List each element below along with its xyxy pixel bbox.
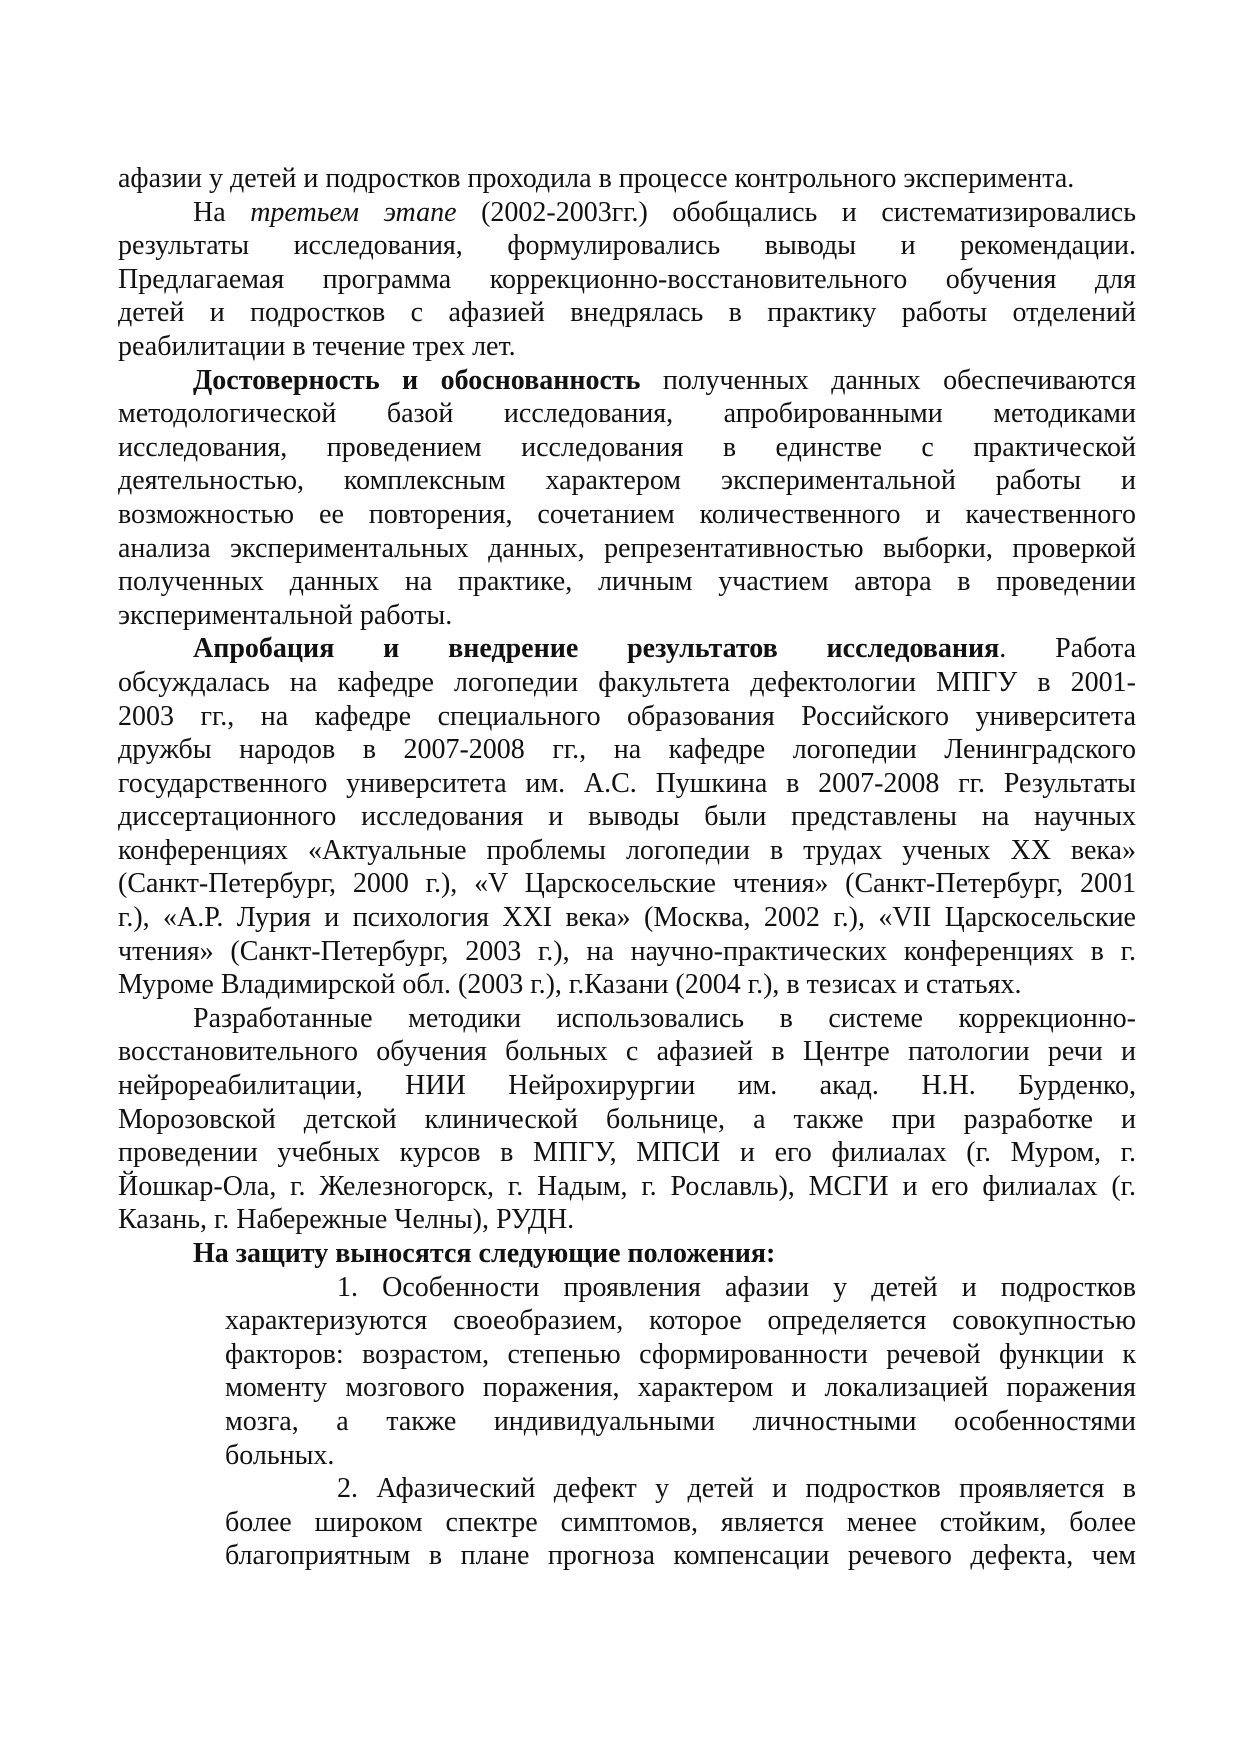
text-line [118, 700, 1136, 734]
text-line [118, 1069, 1136, 1103]
text: проведении учебных курсов в МПГУ, МПСИ и его филиалах (г. Муром, г. [118, 1137, 1136, 1169]
text-line [118, 632, 1136, 666]
text-line [118, 867, 1136, 901]
text: Муроме Владимирской обл. (2003 г.), г.Казани (2004 г.), в тезисах и статьях. [118, 969, 1022, 1001]
text: характеризуются своеобразием, которое определяется совокупностью [225, 1305, 1136, 1337]
text-line [118, 296, 1136, 330]
text: Казань, г. Набережные Челны), РУДН. [118, 1204, 575, 1236]
text-line [225, 1405, 1136, 1439]
text-line [118, 666, 1136, 700]
text-line [118, 196, 1136, 230]
paragraph [118, 632, 1136, 1002]
text-line [118, 1170, 1136, 1204]
paragraph [118, 196, 1136, 364]
text: нейрореабилитации, НИИ Нейрохирургии им. акад. Н.Н. Бурденко, [118, 1070, 1136, 1102]
text-line [118, 229, 1136, 263]
text: возможностью ее повторения, сочетанием количественного и качественного [118, 498, 1136, 530]
text-line [225, 1539, 1136, 1573]
text: реабилитации в течение трех лет. [118, 330, 516, 362]
text: государственного университета им. А.С. Пушкина в 2007-2008 гг. Результаты [118, 767, 1136, 799]
text-line [118, 901, 1136, 935]
text: восстановительного обучения больных с афазией в Центре патологии речи и [118, 1036, 1136, 1068]
text: . Работа [999, 633, 1137, 665]
text: Морозовской детской клинической больнице, а также при разработке и [118, 1103, 1136, 1135]
text: Разработанные методики использовались в системе коррекционно- [193, 1002, 1136, 1034]
list-item [118, 1271, 1136, 1473]
text-line [118, 330, 1136, 364]
text: факторов: возрастом, степенью сформированности речевой функции к [225, 1338, 1136, 1370]
text: конференциях «Актуальные проблемы логопедии в трудах ученых XX века» [118, 834, 1136, 866]
text: г.), «А.Р. Лурия и психология XXI века» (Москва, 2002 г.), «VII Царскосельские [118, 902, 1136, 934]
text-line [118, 565, 1136, 599]
text: диссертационного исследования и выводы были представлены на научных [118, 801, 1136, 833]
italic-text: третьем этапе [250, 196, 457, 228]
text: афазии у детей и подростков проходила в процессе контрольного эксперимента. [118, 163, 1075, 194]
text: анализа экспериментальных данных, репрезентативностью выборки, проверкой [118, 532, 1136, 564]
text: методологической базой исследования, апробированными методиками [118, 398, 1136, 430]
text-line [225, 1472, 1136, 1506]
text: обсуждалась на кафедре логопедии факультета дефектологии МПГУ в 2001- [118, 666, 1136, 698]
document-page [118, 162, 1136, 1573]
text-line [118, 968, 1136, 1002]
text-line [118, 1035, 1136, 1069]
text-line [118, 532, 1136, 566]
text: дружбы народов в 2007-2008 гг., на кафедре логопедии Ленинградского [118, 734, 1136, 766]
text: детей и подростков с афазией внедрялась в практику работы отделений [118, 297, 1136, 329]
text-line [225, 1271, 1136, 1305]
text-line [118, 1002, 1136, 1036]
text: экспериментальной работы. [118, 599, 453, 631]
text: деятельностью, комплексным характером экспериментальной работы и [118, 465, 1136, 497]
paragraph [118, 162, 1136, 196]
text-line [118, 364, 1136, 398]
text: благоприятным в плане прогноза компенсации речевого дефекта, чем [225, 1540, 1136, 1572]
list-item [118, 1472, 1136, 1573]
text-line [118, 1103, 1136, 1137]
text-line [225, 1338, 1136, 1372]
text-line [225, 1506, 1136, 1540]
paragraph [118, 364, 1136, 633]
text: Предлагаемая программа коррекционно-восстановительного обучения для [118, 263, 1136, 295]
text-line [118, 599, 1136, 633]
text-line [118, 162, 1136, 196]
text-line [118, 1136, 1136, 1170]
text-line [118, 1237, 1136, 1271]
text: более широком спектре симптомов, является менее стойким, более [225, 1506, 1136, 1538]
text: полученных данных обеспечиваются [640, 364, 1136, 396]
text: 1. Особенности проявления афазии у детей и подростков [337, 1271, 1136, 1303]
text-line [118, 464, 1136, 498]
bold-text: На защиту выносятся следующие положения: [193, 1238, 776, 1269]
text-line [118, 767, 1136, 801]
text: 2. Афазический дефект у детей и подростков проявляется в [337, 1473, 1136, 1505]
text: результаты исследования, формулировались выводы и рекомендации. [118, 230, 1136, 262]
text: мозга, а также индивидуальными личностными особенностями [225, 1405, 1136, 1437]
text: 2003 гг., на кафедре специального образования Российского университета [118, 700, 1136, 732]
text: исследования, проведением исследования в единстве с практической [118, 431, 1136, 463]
text: На [193, 196, 251, 228]
text: полученных данных на практике, личным участием автора в проведении [118, 566, 1136, 598]
text: (2002-2003гг.) обобщались и систематизировались [456, 196, 1136, 228]
text-line [118, 935, 1136, 969]
text: чтения» (Санкт-Петербург, 2003 г.), на научно-практических конференциях в г. [118, 935, 1136, 967]
text-line [118, 834, 1136, 868]
text-line [118, 800, 1136, 834]
text-line [118, 1203, 1136, 1237]
text-line [118, 263, 1136, 297]
text: моменту мозгового поражения, характером и локализацией поражения [225, 1372, 1136, 1404]
text-line [225, 1439, 1136, 1473]
bold-text: Достоверность и обоснованность [193, 364, 641, 396]
text: Йошкар-Ола, г. Железногорск, г. Надым, г. Рославль), МСГИ и его филиалах (г. [118, 1170, 1136, 1202]
text: (Санкт-Петербург, 2000 г.), «V Царскосельские чтения» (Санкт-Петербург, 2001 [118, 868, 1136, 900]
text-line [118, 431, 1136, 465]
paragraph [118, 1237, 1136, 1271]
text-line [225, 1371, 1136, 1405]
text: больных. [225, 1439, 335, 1471]
text-line [118, 498, 1136, 532]
paragraph [118, 1002, 1136, 1237]
text-line [118, 397, 1136, 431]
bold-text: Апробация и внедрение результатов исследования [193, 633, 1000, 665]
text-line [118, 733, 1136, 767]
text-line [225, 1304, 1136, 1338]
